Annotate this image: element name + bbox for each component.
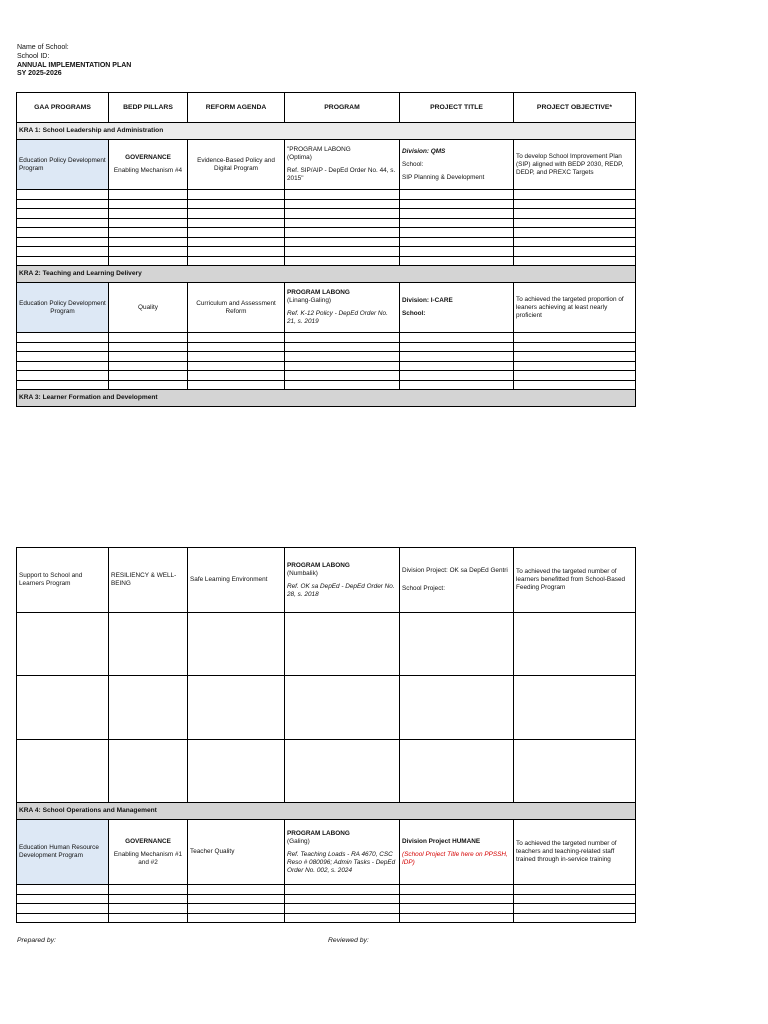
empty-row [17, 209, 636, 219]
empty-row [17, 237, 636, 247]
kra1-program [285, 140, 400, 190]
kra4-pillar [109, 820, 188, 885]
kra4-row [17, 820, 636, 885]
kra4-objective: To achieved the targeted number of teachers and teaching-related staff trained through in-service training [514, 820, 636, 885]
kra3-project-school: School Project: [402, 585, 445, 592]
empty-row [17, 247, 636, 257]
kra2-project [400, 283, 514, 333]
kra4-reform: Teacher Quality [188, 820, 285, 885]
kra1-row [17, 140, 636, 190]
kra1-project-name: SIP Planning & Development [402, 173, 485, 181]
col-program: PROGRAM [285, 93, 400, 123]
kra3-project-division: Division Project: OK sa DepEd Gentri [402, 567, 508, 574]
kra2-gaa: Education Policy Development Program [17, 283, 109, 333]
kra4-pillar-title: GOVERNANCE [125, 837, 171, 845]
kra1-header-row [17, 123, 636, 140]
kra1-gaa: Education Policy Development Program [17, 140, 109, 190]
reviewed-by-label: Reviewed by: [328, 937, 369, 944]
kra1-reform: Evidence-Based Policy and Digital Program [188, 140, 285, 190]
empty-row [17, 352, 636, 362]
empty-row [17, 199, 636, 209]
school-year: SY 2025-2026 [17, 70, 62, 78]
kra1-pillar-title: GOVERNANCE [125, 154, 171, 161]
empty-row [17, 885, 636, 895]
kra4-gaa: Education Human Resource Development Program [17, 820, 109, 885]
kra3-reform: Safe Learning Environment [188, 548, 285, 613]
col-project-objective: PROJECT OBJECTIVE* [514, 93, 636, 123]
kra1-objective: To develop School Improvement Plan (SIP) aligned with BEDP 2030, REDP, DEDP, and PREXC Targets [514, 140, 636, 190]
empty-row [17, 361, 636, 371]
kra3-title: KRA 3: Learner Formation and Development [17, 390, 636, 407]
kra3-program-sub: (Numbalik) [287, 569, 318, 577]
col-reform-agenda: REFORM AGENDA [188, 93, 285, 123]
kra3-program-title: PROGRAM LABONG [287, 561, 350, 569]
kra2-title: KRA 2: Teaching and Learning Delivery [17, 266, 636, 283]
kra4-program-ref: Ref. Teaching Loads - RA 4670, CSC Reso # 080096; Admin Tasks - DepEd Order No. 002, s. 2024 [287, 850, 396, 874]
empty-row [17, 371, 636, 381]
kra1-project-school: School: [402, 160, 424, 168]
empty-row [17, 913, 636, 923]
kra2-reform: Curriculum and Assessment Reform [188, 283, 285, 333]
empty-row [17, 218, 636, 228]
school-name-label: Name of School: [17, 44, 69, 51]
kra2-pillar: Quality [109, 283, 188, 333]
empty-row [17, 904, 636, 914]
kra3-header-row [17, 390, 636, 407]
column-header-row [17, 93, 636, 123]
kra4-program-title: PROGRAM LABONG [287, 829, 350, 837]
kra3-objective: To achieved the targeted number of learners benefitted from School-Based Feeding Program [514, 548, 636, 613]
kra1-pillar-sub: Enabling Mechanism #4 [113, 167, 183, 174]
kra4-project-school: (School Project Title here on PPSSH, IDP) [402, 850, 508, 866]
kra1-project [400, 140, 514, 190]
col-project-title: PROJECT TITLE [400, 93, 514, 123]
empty-row [17, 228, 636, 238]
empty-tall-row [17, 740, 636, 803]
kra3-program [285, 548, 400, 613]
kra4-pillar-sub: Enabling Mechanism #1 and #2 [113, 850, 183, 866]
kra2-program-sub: (Linang-Galing) [287, 297, 332, 304]
kra4-title: KRA 4: School Operations and Management [17, 803, 636, 820]
plan-title: ANNUAL IMPLEMENTATION PLAN [17, 61, 132, 69]
kra2-program [285, 283, 400, 333]
kra3-program-ref: Ref. OK sa DepEd - DepEd Order No. 28, s. 2018 [287, 582, 395, 598]
kra2-row [17, 283, 636, 333]
empty-row [17, 190, 636, 200]
kra4-program [285, 820, 400, 885]
kra1-pillar [109, 140, 188, 190]
kra2-project-division: Division: I-CARE [402, 297, 453, 304]
kra3-pillar: RESILIENCY & WELL-BEING [109, 548, 188, 613]
kra2-program-title: PROGRAM LABONG [287, 289, 350, 296]
empty-tall-row [17, 613, 636, 676]
kra2-program-ref: Ref. K-12 Policy - DepEd Order No. 21, s. 2019 [287, 310, 388, 325]
school-id-label: School ID: [17, 52, 50, 60]
kra4-project [400, 820, 514, 885]
kra2-project-school: School: [402, 310, 426, 317]
kra3-gaa: Support to School and Learners Program [17, 548, 109, 613]
kra1-project-division: Division: QMS [402, 147, 446, 155]
kra2-header-row [17, 266, 636, 283]
empty-row [17, 256, 636, 266]
aip-table-page1 [16, 92, 636, 407]
document-header [17, 44, 131, 79]
kra1-title: KRA 1: School Leadership and Administration [17, 123, 636, 140]
col-bedp-pillars: BEDP PILLARS [109, 93, 188, 123]
empty-row [17, 894, 636, 904]
kra4-project-division: Division Project HUMANE [402, 837, 481, 845]
col-gaa-programs: GAA PROGRAMS [17, 93, 109, 123]
kra3-row [17, 548, 636, 613]
kra3-project [400, 548, 514, 613]
kra4-header-row [17, 803, 636, 820]
kra1-program-title: "PROGRAM LABONG [287, 146, 351, 153]
empty-tall-row [17, 676, 636, 740]
kra2-objective: To achieved the targeted proportion of leaners achieving at least nearly proficient [514, 283, 636, 333]
kra1-program-sub: (Optima) [287, 154, 312, 161]
aip-table-page2 [16, 547, 636, 923]
empty-row [17, 333, 636, 343]
kra1-program-ref: Ref. SIP/AIP - DepEd Order No. 44, s. 2015" [287, 167, 396, 182]
prepared-by-label: Prepared by: [17, 937, 56, 944]
empty-row [17, 342, 636, 352]
kra4-program-sub: (Galing) [287, 837, 310, 845]
empty-row [17, 380, 636, 390]
